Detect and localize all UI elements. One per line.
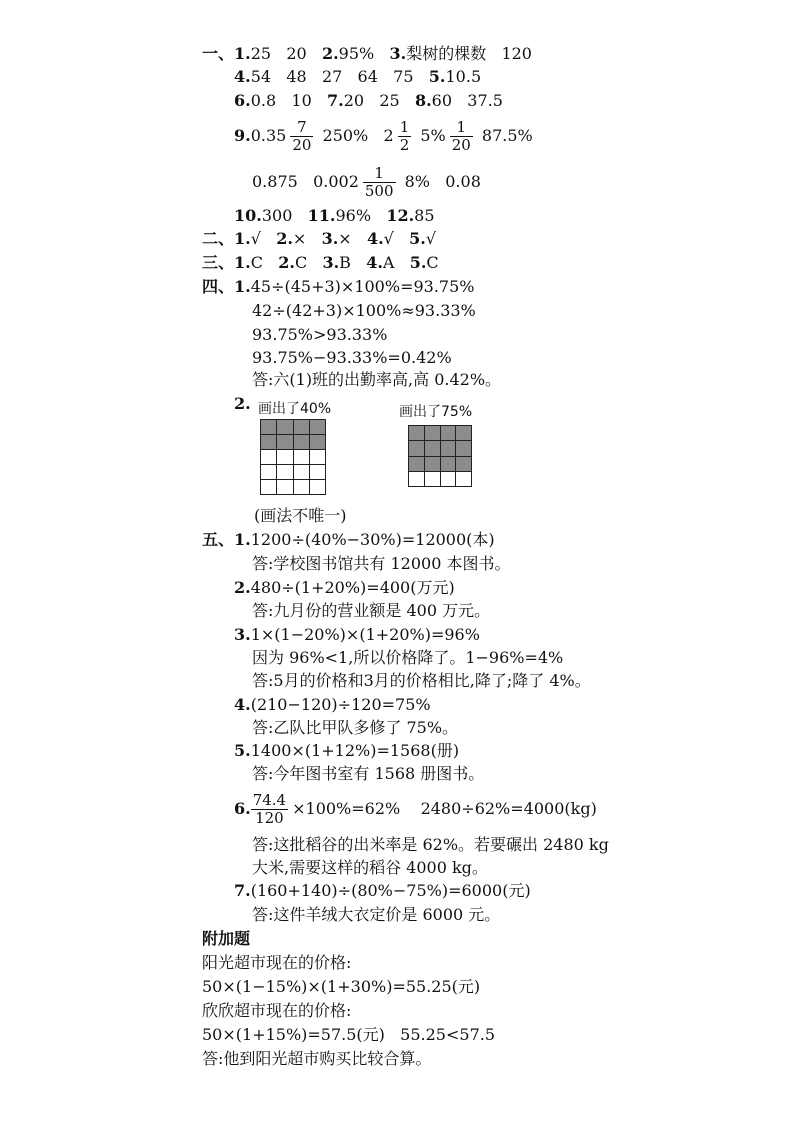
grid-cell xyxy=(261,480,277,495)
sec4-q1-line4: 93.75%−93.33%=0.42% xyxy=(252,348,452,367)
sec1-line6 xyxy=(234,206,435,226)
extra-line4: 50×(1+15%)=57.5(元) 55.25<57.5 xyxy=(202,1025,496,1044)
equation: ×100%=62% 2480÷62%=4000(kg) xyxy=(292,799,597,818)
numerator: 74.4 xyxy=(252,791,287,809)
extra-line1: 阳光超市现在的价格: xyxy=(202,953,352,972)
grid-cell xyxy=(456,441,472,456)
sec5-q1-answer: 答:学校图书馆共有 12000 本图书。 xyxy=(252,554,511,573)
answer-mark: √ xyxy=(383,229,394,248)
grid-cell xyxy=(409,456,425,471)
denominator: 20 xyxy=(451,136,471,154)
grid-cell xyxy=(293,465,309,480)
item-number: 1. xyxy=(234,253,251,272)
grid-cell xyxy=(440,456,456,471)
extra-line3: 欣欣超市现在的价格: xyxy=(202,1001,352,1020)
extra-answer: 答:他到阳光超市购买比较合算。 xyxy=(202,1049,432,1068)
answer-text: 0.35 xyxy=(250,126,287,145)
answer-text: 85 xyxy=(414,206,435,225)
item-number: 1. xyxy=(234,277,251,296)
item-number: 3. xyxy=(234,625,251,644)
grid-cell xyxy=(424,471,440,486)
grid2-label: 画出了75% xyxy=(399,404,473,420)
answer-mark: × xyxy=(338,229,352,248)
item-number: 1. xyxy=(234,530,251,549)
item-number: 2. xyxy=(278,253,295,272)
sec5-q3-answer: 答:5月的价格和3月的价格相比,降了;降了 4%。 xyxy=(252,671,591,690)
item-number: 5. xyxy=(234,741,251,760)
sec5-q3-eq xyxy=(234,625,480,645)
answer-choice: B xyxy=(339,253,351,272)
answer-text: 87.5% xyxy=(481,126,533,145)
sec5-q2-eq xyxy=(234,578,455,598)
fraction xyxy=(363,165,396,200)
section-label: 五、 xyxy=(202,530,235,549)
denominator: 500 xyxy=(364,182,394,200)
sec5-q4-eq xyxy=(234,695,431,715)
fraction xyxy=(290,119,313,154)
sec1-line2 xyxy=(234,67,481,87)
grid-cell xyxy=(277,465,293,480)
grid-cell xyxy=(293,450,309,465)
sec4-q1-line3: 93.75%>93.33% xyxy=(252,325,388,344)
equation: 1400×(1+12%)=1568(册) xyxy=(250,741,460,760)
sec1-line4 xyxy=(234,116,533,156)
answer-text: 8% 0.08 xyxy=(404,172,481,191)
sec5-q3-line2: 因为 96%<1,所以价格降了。1−96%=4% xyxy=(252,648,564,667)
answer-text: 95% xyxy=(338,44,390,63)
sec5-q5-eq xyxy=(234,741,459,761)
answer-text: 96% xyxy=(335,206,387,225)
equation: (160+140)÷(80%−75%)=6000(元) xyxy=(250,881,531,900)
grid-cell xyxy=(309,435,325,450)
grid-cell xyxy=(409,426,425,441)
item-number: 9. xyxy=(234,126,251,145)
item-number: 6. xyxy=(234,799,251,818)
sec3-line xyxy=(202,253,439,273)
item-number: 3. xyxy=(321,229,339,248)
grid-cell xyxy=(309,450,325,465)
denominator: 2 xyxy=(399,136,410,154)
sec4-q2-number: 2. xyxy=(234,394,251,413)
item-number: 4. xyxy=(234,695,251,714)
sec1-line1 xyxy=(202,44,532,64)
item-number: 2. xyxy=(276,229,293,248)
grid-cell xyxy=(440,471,456,486)
section-label: 三、 xyxy=(202,253,235,272)
answer-text: 300 xyxy=(261,206,308,225)
item-number: 2. xyxy=(234,578,251,597)
grid-cell xyxy=(261,435,277,450)
item-number: 8. xyxy=(414,91,432,110)
answer-text: 250% 2 xyxy=(322,126,394,145)
answer-text: 梨树的棵数 120 xyxy=(406,44,532,63)
equation: 480÷(1+20%)=400(万元) xyxy=(250,578,455,597)
item-number: 3. xyxy=(322,253,340,272)
answer-text: 10.5 xyxy=(445,67,482,86)
answer-text: 60 37.5 xyxy=(431,91,503,110)
grid-cell xyxy=(277,435,293,450)
item-number: 4. xyxy=(366,253,383,272)
drawing-note: (画法不唯一) xyxy=(254,506,347,525)
grid-cell xyxy=(424,426,440,441)
equation: 1200÷(40%−30%)=12000(本) xyxy=(250,530,495,549)
grid-cell xyxy=(309,420,325,435)
sec5-q1-eq xyxy=(202,530,495,550)
section-label: 一、 xyxy=(202,44,235,63)
denominator: 20 xyxy=(292,136,312,154)
answer-mark: √ xyxy=(250,229,261,248)
sec5-q7-eq xyxy=(234,881,531,901)
equation: 1×(1−20%)×(1+20%)=96% xyxy=(250,625,480,644)
grid-cell xyxy=(440,426,456,441)
item-number: 12. xyxy=(386,206,415,225)
answer-choice: C xyxy=(294,253,308,272)
item-number: 3. xyxy=(389,44,407,63)
sec4-q1-line1 xyxy=(202,277,474,297)
sec5-q5-answer: 答:今年图书室有 1568 册图书。 xyxy=(252,764,485,783)
item-number: 11. xyxy=(307,206,336,225)
item-number: 1. xyxy=(234,44,251,63)
sec2-line xyxy=(202,229,436,249)
extra-title: 附加题 xyxy=(202,929,251,948)
item-number: 4. xyxy=(366,229,384,248)
sec5-q2-answer: 答:九月份的营业额是 400 万元。 xyxy=(252,601,491,620)
grid-cell xyxy=(409,471,425,486)
sec5-q6-eq xyxy=(234,789,597,829)
fraction xyxy=(251,792,288,827)
sec5-q7-answer: 答:这件羊绒大衣定价是 6000 元。 xyxy=(252,905,501,924)
sec5-q6-answer1: 答:这批稻谷的出米率是 62%。若要碾出 2480 kg xyxy=(252,835,609,854)
grid-cell xyxy=(456,426,472,441)
item-number: 1. xyxy=(234,229,251,248)
item-number: 5. xyxy=(409,253,427,272)
grid-75-percent xyxy=(408,425,472,487)
answer-choice: C xyxy=(426,253,439,272)
item-number: 2. xyxy=(321,44,339,63)
grid-cell xyxy=(293,480,309,495)
grid-cell xyxy=(261,465,277,480)
grid-cell xyxy=(456,456,472,471)
section-label: 二、 xyxy=(202,229,235,248)
grid-cell xyxy=(424,456,440,471)
answer-text: 54 48 27 64 75 xyxy=(250,67,429,86)
answer-choice: C xyxy=(250,253,263,272)
grid-cell xyxy=(424,441,440,456)
grid-cell xyxy=(277,420,293,435)
sec4-q1-line2: 42÷(42+3)×100%≈93.33% xyxy=(252,301,476,320)
fraction xyxy=(398,119,412,154)
sec1-line5 xyxy=(252,162,481,202)
grid-40-percent xyxy=(260,419,326,495)
numerator: 7 xyxy=(290,119,313,137)
sec5-q4-answer: 答:乙队比甲队多修了 75%。 xyxy=(252,718,459,737)
grid-cell xyxy=(456,471,472,486)
numerator: 1 xyxy=(363,165,396,183)
grid-cell xyxy=(261,420,277,435)
grid-cell xyxy=(293,420,309,435)
answer-mark: √ xyxy=(425,229,437,248)
item-number: 7. xyxy=(327,91,344,110)
grid-cell xyxy=(293,435,309,450)
sec5-q6-answer2: 大米,需要这样的稻谷 4000 kg。 xyxy=(252,858,488,877)
item-number: 5. xyxy=(409,229,426,248)
grid-cell xyxy=(309,480,325,495)
sec1-line3 xyxy=(234,91,503,111)
extra-line2: 50×(1−15%)×(1+30%)=55.25(元) xyxy=(202,977,481,996)
sec4-q1-answer: 答:六(1)班的出勤率高,高 0.42%。 xyxy=(252,370,502,389)
grid-cell xyxy=(409,441,425,456)
numerator: 1 xyxy=(450,119,473,137)
answer-text: 5% xyxy=(420,126,446,145)
grid1-label: 画出了40% xyxy=(258,401,332,417)
grid-cell xyxy=(277,450,293,465)
item-number: 10. xyxy=(234,206,262,225)
grid-cell xyxy=(277,480,293,495)
numerator: 1 xyxy=(399,118,410,136)
answer-mark: × xyxy=(292,229,307,248)
grid-cell xyxy=(261,450,277,465)
item-number: 6. xyxy=(234,91,251,110)
answer-text: 0.8 10 xyxy=(250,91,328,110)
answer-text: 25 20 xyxy=(250,44,322,63)
grid-cell xyxy=(309,465,325,480)
answer-text: 0.875 0.002 xyxy=(252,172,359,191)
equation: 45÷(45+3)×100%=93.75% xyxy=(250,277,475,296)
section-label: 四、 xyxy=(202,277,235,296)
fraction xyxy=(450,119,473,154)
item-number: 7. xyxy=(234,881,251,900)
item-number: 4. xyxy=(234,67,251,86)
answer-text: 20 25 xyxy=(343,91,415,110)
item-number: 5. xyxy=(428,67,446,86)
grid-cell xyxy=(440,441,456,456)
equation: (210−120)÷120=75% xyxy=(250,695,431,714)
answer-choice: A xyxy=(382,253,395,272)
denominator: 120 xyxy=(255,809,284,827)
